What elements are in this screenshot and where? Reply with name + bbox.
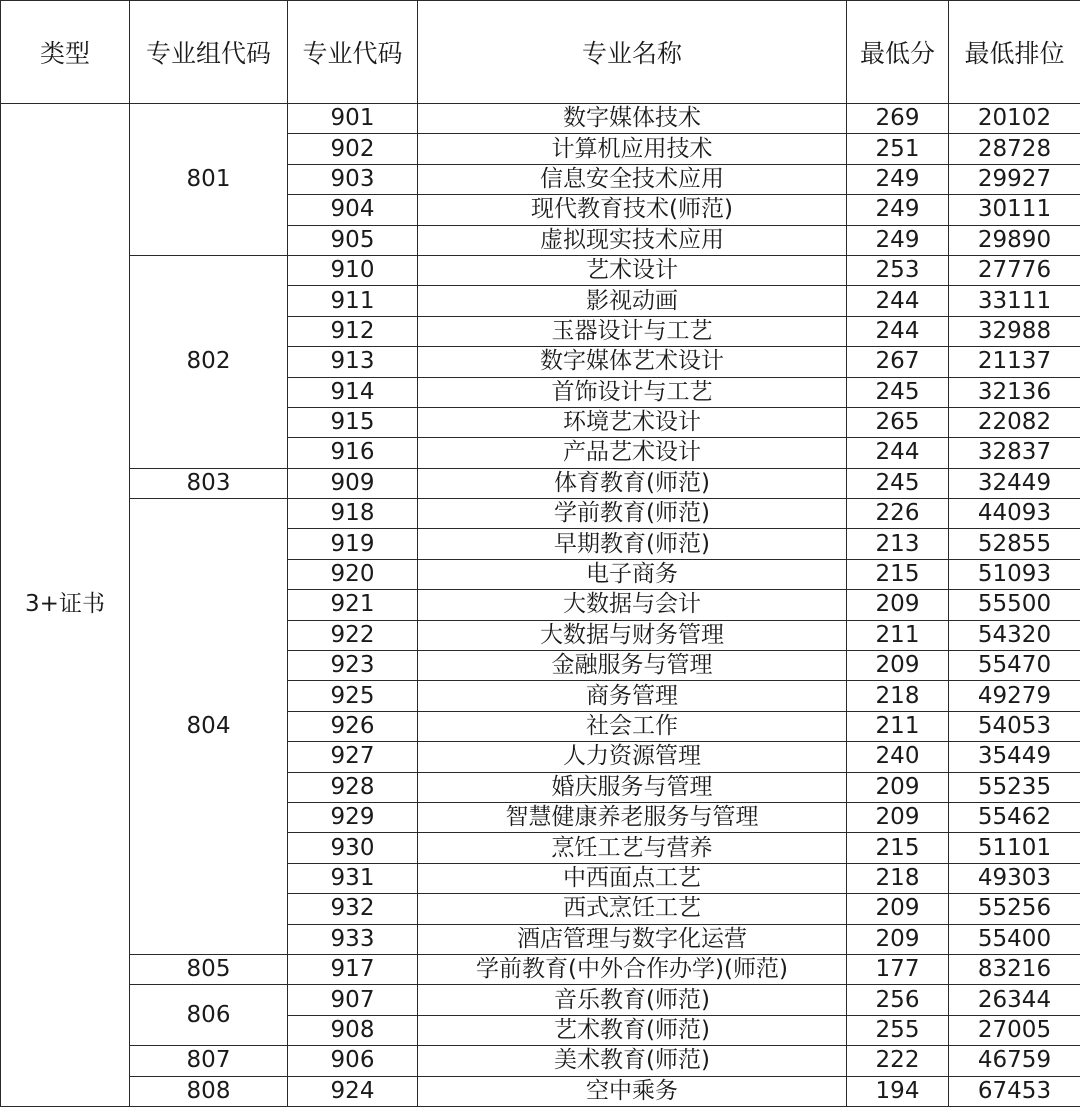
major-name-cell: 婚庆服务与管理 [418, 772, 847, 802]
major-name-cell: 商务管理 [418, 681, 847, 711]
major-name-cell: 金融服务与管理 [418, 651, 847, 681]
table-body [1, 104, 1080, 1107]
major-code-cell: 933 [288, 924, 418, 954]
min-score-cell: 209 [847, 894, 949, 924]
major-code-cell: 912 [288, 316, 418, 346]
min-rank-cell: 27005 [949, 1015, 1080, 1045]
header-row [1, 1, 1080, 104]
major-code-cell: 930 [288, 833, 418, 863]
major-name-cell: 艺术设计 [418, 255, 847, 285]
min-rank-cell: 22082 [949, 407, 1080, 437]
major-code-cell: 913 [288, 347, 418, 377]
major-name-cell: 电子商务 [418, 559, 847, 589]
major-code-cell: 906 [288, 1046, 418, 1076]
category-cell: 3+证书 [1, 104, 130, 1107]
major-name-cell: 美术教育(师范) [418, 1046, 847, 1076]
major-code-cell: 918 [288, 499, 418, 529]
min-score-cell: 244 [847, 316, 949, 346]
min-score-cell: 218 [847, 681, 949, 711]
major-code-cell: 924 [288, 1076, 418, 1106]
min-score-cell: 209 [847, 802, 949, 832]
header-min-rank: 最低排位 [949, 1, 1080, 104]
min-rank-cell: 29890 [949, 225, 1080, 255]
major-code-cell: 903 [288, 164, 418, 194]
major-code-cell: 916 [288, 438, 418, 468]
group-code-cell: 806 [130, 985, 288, 1046]
min-rank-cell: 33111 [949, 286, 1080, 316]
major-name-cell: 音乐教育(师范) [418, 985, 847, 1015]
major-name-cell: 空中乘务 [418, 1076, 847, 1106]
min-rank-cell: 54320 [949, 620, 1080, 650]
major-code-cell: 928 [288, 772, 418, 802]
major-name-cell: 大数据与财务管理 [418, 620, 847, 650]
major-code-cell: 923 [288, 651, 418, 681]
min-rank-cell: 28728 [949, 134, 1080, 164]
major-name-cell: 艺术教育(师范) [418, 1015, 847, 1045]
min-rank-cell: 32449 [949, 468, 1080, 498]
min-rank-cell: 44093 [949, 499, 1080, 529]
table-header [1, 1, 1080, 104]
major-code-cell: 904 [288, 195, 418, 225]
major-code-cell: 929 [288, 802, 418, 832]
major-name-cell: 西式烹饪工艺 [418, 894, 847, 924]
group-code-cell: 802 [130, 255, 288, 468]
table-row [1, 104, 1080, 134]
min-rank-cell: 32837 [949, 438, 1080, 468]
major-name-cell: 中西面点工艺 [418, 863, 847, 893]
min-rank-cell: 27776 [949, 255, 1080, 285]
min-rank-cell: 55462 [949, 802, 1080, 832]
min-rank-cell: 49279 [949, 681, 1080, 711]
min-score-cell: 209 [847, 590, 949, 620]
header-category: 类型 [1, 1, 130, 104]
group-code-cell: 801 [130, 104, 288, 256]
major-code-cell: 932 [288, 894, 418, 924]
major-name-cell: 信息安全技术应用 [418, 164, 847, 194]
major-name-cell: 大数据与会计 [418, 590, 847, 620]
major-code-cell: 927 [288, 742, 418, 772]
major-code-cell: 907 [288, 985, 418, 1015]
major-name-cell: 虚拟现实技术应用 [418, 225, 847, 255]
table-row [1, 499, 1080, 529]
min-score-cell: 265 [847, 407, 949, 437]
header-group-code: 专业组代码 [130, 1, 288, 104]
major-name-cell: 影视动画 [418, 286, 847, 316]
min-score-cell: 251 [847, 134, 949, 164]
min-score-cell: 244 [847, 286, 949, 316]
major-code-cell: 911 [288, 286, 418, 316]
min-score-cell: 267 [847, 347, 949, 377]
group-code-cell: 807 [130, 1046, 288, 1076]
min-rank-cell: 51093 [949, 559, 1080, 589]
table-row [1, 954, 1080, 984]
table-row [1, 1076, 1080, 1106]
min-score-cell: 245 [847, 468, 949, 498]
min-score-cell: 240 [847, 742, 949, 772]
major-name-cell: 烹饪工艺与营养 [418, 833, 847, 863]
min-score-cell: 256 [847, 985, 949, 1015]
min-rank-cell: 55500 [949, 590, 1080, 620]
min-score-cell: 249 [847, 164, 949, 194]
group-code-cell: 803 [130, 468, 288, 498]
min-score-cell: 177 [847, 954, 949, 984]
major-code-cell: 909 [288, 468, 418, 498]
major-name-cell: 早期教育(师范) [418, 529, 847, 559]
min-rank-cell: 35449 [949, 742, 1080, 772]
group-code-cell: 804 [130, 499, 288, 955]
major-name-cell: 现代教育技术(师范) [418, 195, 847, 225]
min-score-cell: 269 [847, 104, 949, 134]
min-score-cell: 249 [847, 195, 949, 225]
min-score-cell: 222 [847, 1046, 949, 1076]
min-rank-cell: 55256 [949, 894, 1080, 924]
major-name-cell: 人力资源管理 [418, 742, 847, 772]
table-row [1, 1046, 1080, 1076]
min-score-cell: 209 [847, 772, 949, 802]
major-code-cell: 915 [288, 407, 418, 437]
major-name-cell: 产品艺术设计 [418, 438, 847, 468]
major-name-cell: 社会工作 [418, 711, 847, 741]
major-name-cell: 数字媒体技术 [418, 104, 847, 134]
table-row [1, 255, 1080, 285]
major-name-cell: 酒店管理与数字化运营 [418, 924, 847, 954]
min-score-cell: 245 [847, 377, 949, 407]
min-rank-cell: 20102 [949, 104, 1080, 134]
group-code-cell: 808 [130, 1076, 288, 1106]
major-code-cell: 917 [288, 954, 418, 984]
min-rank-cell: 32988 [949, 316, 1080, 346]
major-name-cell: 学前教育(师范) [418, 499, 847, 529]
min-score-cell: 215 [847, 559, 949, 589]
min-score-cell: 194 [847, 1076, 949, 1106]
major-code-cell: 925 [288, 681, 418, 711]
major-code-cell: 902 [288, 134, 418, 164]
header-major-code: 专业代码 [288, 1, 418, 104]
min-score-cell: 213 [847, 529, 949, 559]
min-rank-cell: 21137 [949, 347, 1080, 377]
major-name-cell: 计算机应用技术 [418, 134, 847, 164]
min-score-cell: 244 [847, 438, 949, 468]
min-rank-cell: 54053 [949, 711, 1080, 741]
min-score-cell: 211 [847, 711, 949, 741]
min-rank-cell: 55400 [949, 924, 1080, 954]
min-score-cell: 211 [847, 620, 949, 650]
min-rank-cell: 51101 [949, 833, 1080, 863]
min-rank-cell: 67453 [949, 1076, 1080, 1106]
min-score-cell: 253 [847, 255, 949, 285]
major-name-cell: 数字媒体艺术设计 [418, 347, 847, 377]
min-rank-cell: 52855 [949, 529, 1080, 559]
min-score-cell: 218 [847, 863, 949, 893]
major-code-cell: 914 [288, 377, 418, 407]
major-code-cell: 920 [288, 559, 418, 589]
major-code-cell: 910 [288, 255, 418, 285]
min-score-cell: 209 [847, 924, 949, 954]
min-rank-cell: 32136 [949, 377, 1080, 407]
major-name-cell: 体育教育(师范) [418, 468, 847, 498]
major-name-cell: 智慧健康养老服务与管理 [418, 802, 847, 832]
major-name-cell: 玉器设计与工艺 [418, 316, 847, 346]
major-name-cell: 环境艺术设计 [418, 407, 847, 437]
min-score-cell: 255 [847, 1015, 949, 1045]
table-row [1, 985, 1080, 1015]
major-code-cell: 926 [288, 711, 418, 741]
major-code-cell: 919 [288, 529, 418, 559]
table-row [1, 468, 1080, 498]
min-rank-cell: 83216 [949, 954, 1080, 984]
major-code-cell: 931 [288, 863, 418, 893]
major-code-cell: 922 [288, 620, 418, 650]
major-name-cell: 学前教育(中外合作办学)(师范) [418, 954, 847, 984]
min-rank-cell: 55235 [949, 772, 1080, 802]
min-score-cell: 209 [847, 651, 949, 681]
min-rank-cell: 55470 [949, 651, 1080, 681]
min-score-cell: 249 [847, 225, 949, 255]
min-rank-cell: 29927 [949, 164, 1080, 194]
min-rank-cell: 26344 [949, 985, 1080, 1015]
group-code-cell: 805 [130, 954, 288, 984]
major-name-cell: 首饰设计与工艺 [418, 377, 847, 407]
major-code-cell: 908 [288, 1015, 418, 1045]
min-rank-cell: 49303 [949, 863, 1080, 893]
min-score-cell: 215 [847, 833, 949, 863]
min-rank-cell: 46759 [949, 1046, 1080, 1076]
header-major-name: 专业名称 [418, 1, 847, 104]
min-rank-cell: 30111 [949, 195, 1080, 225]
major-code-cell: 921 [288, 590, 418, 620]
major-code-cell: 901 [288, 104, 418, 134]
min-score-cell: 226 [847, 499, 949, 529]
header-min-score: 最低分 [847, 1, 949, 104]
major-code-cell: 905 [288, 225, 418, 255]
